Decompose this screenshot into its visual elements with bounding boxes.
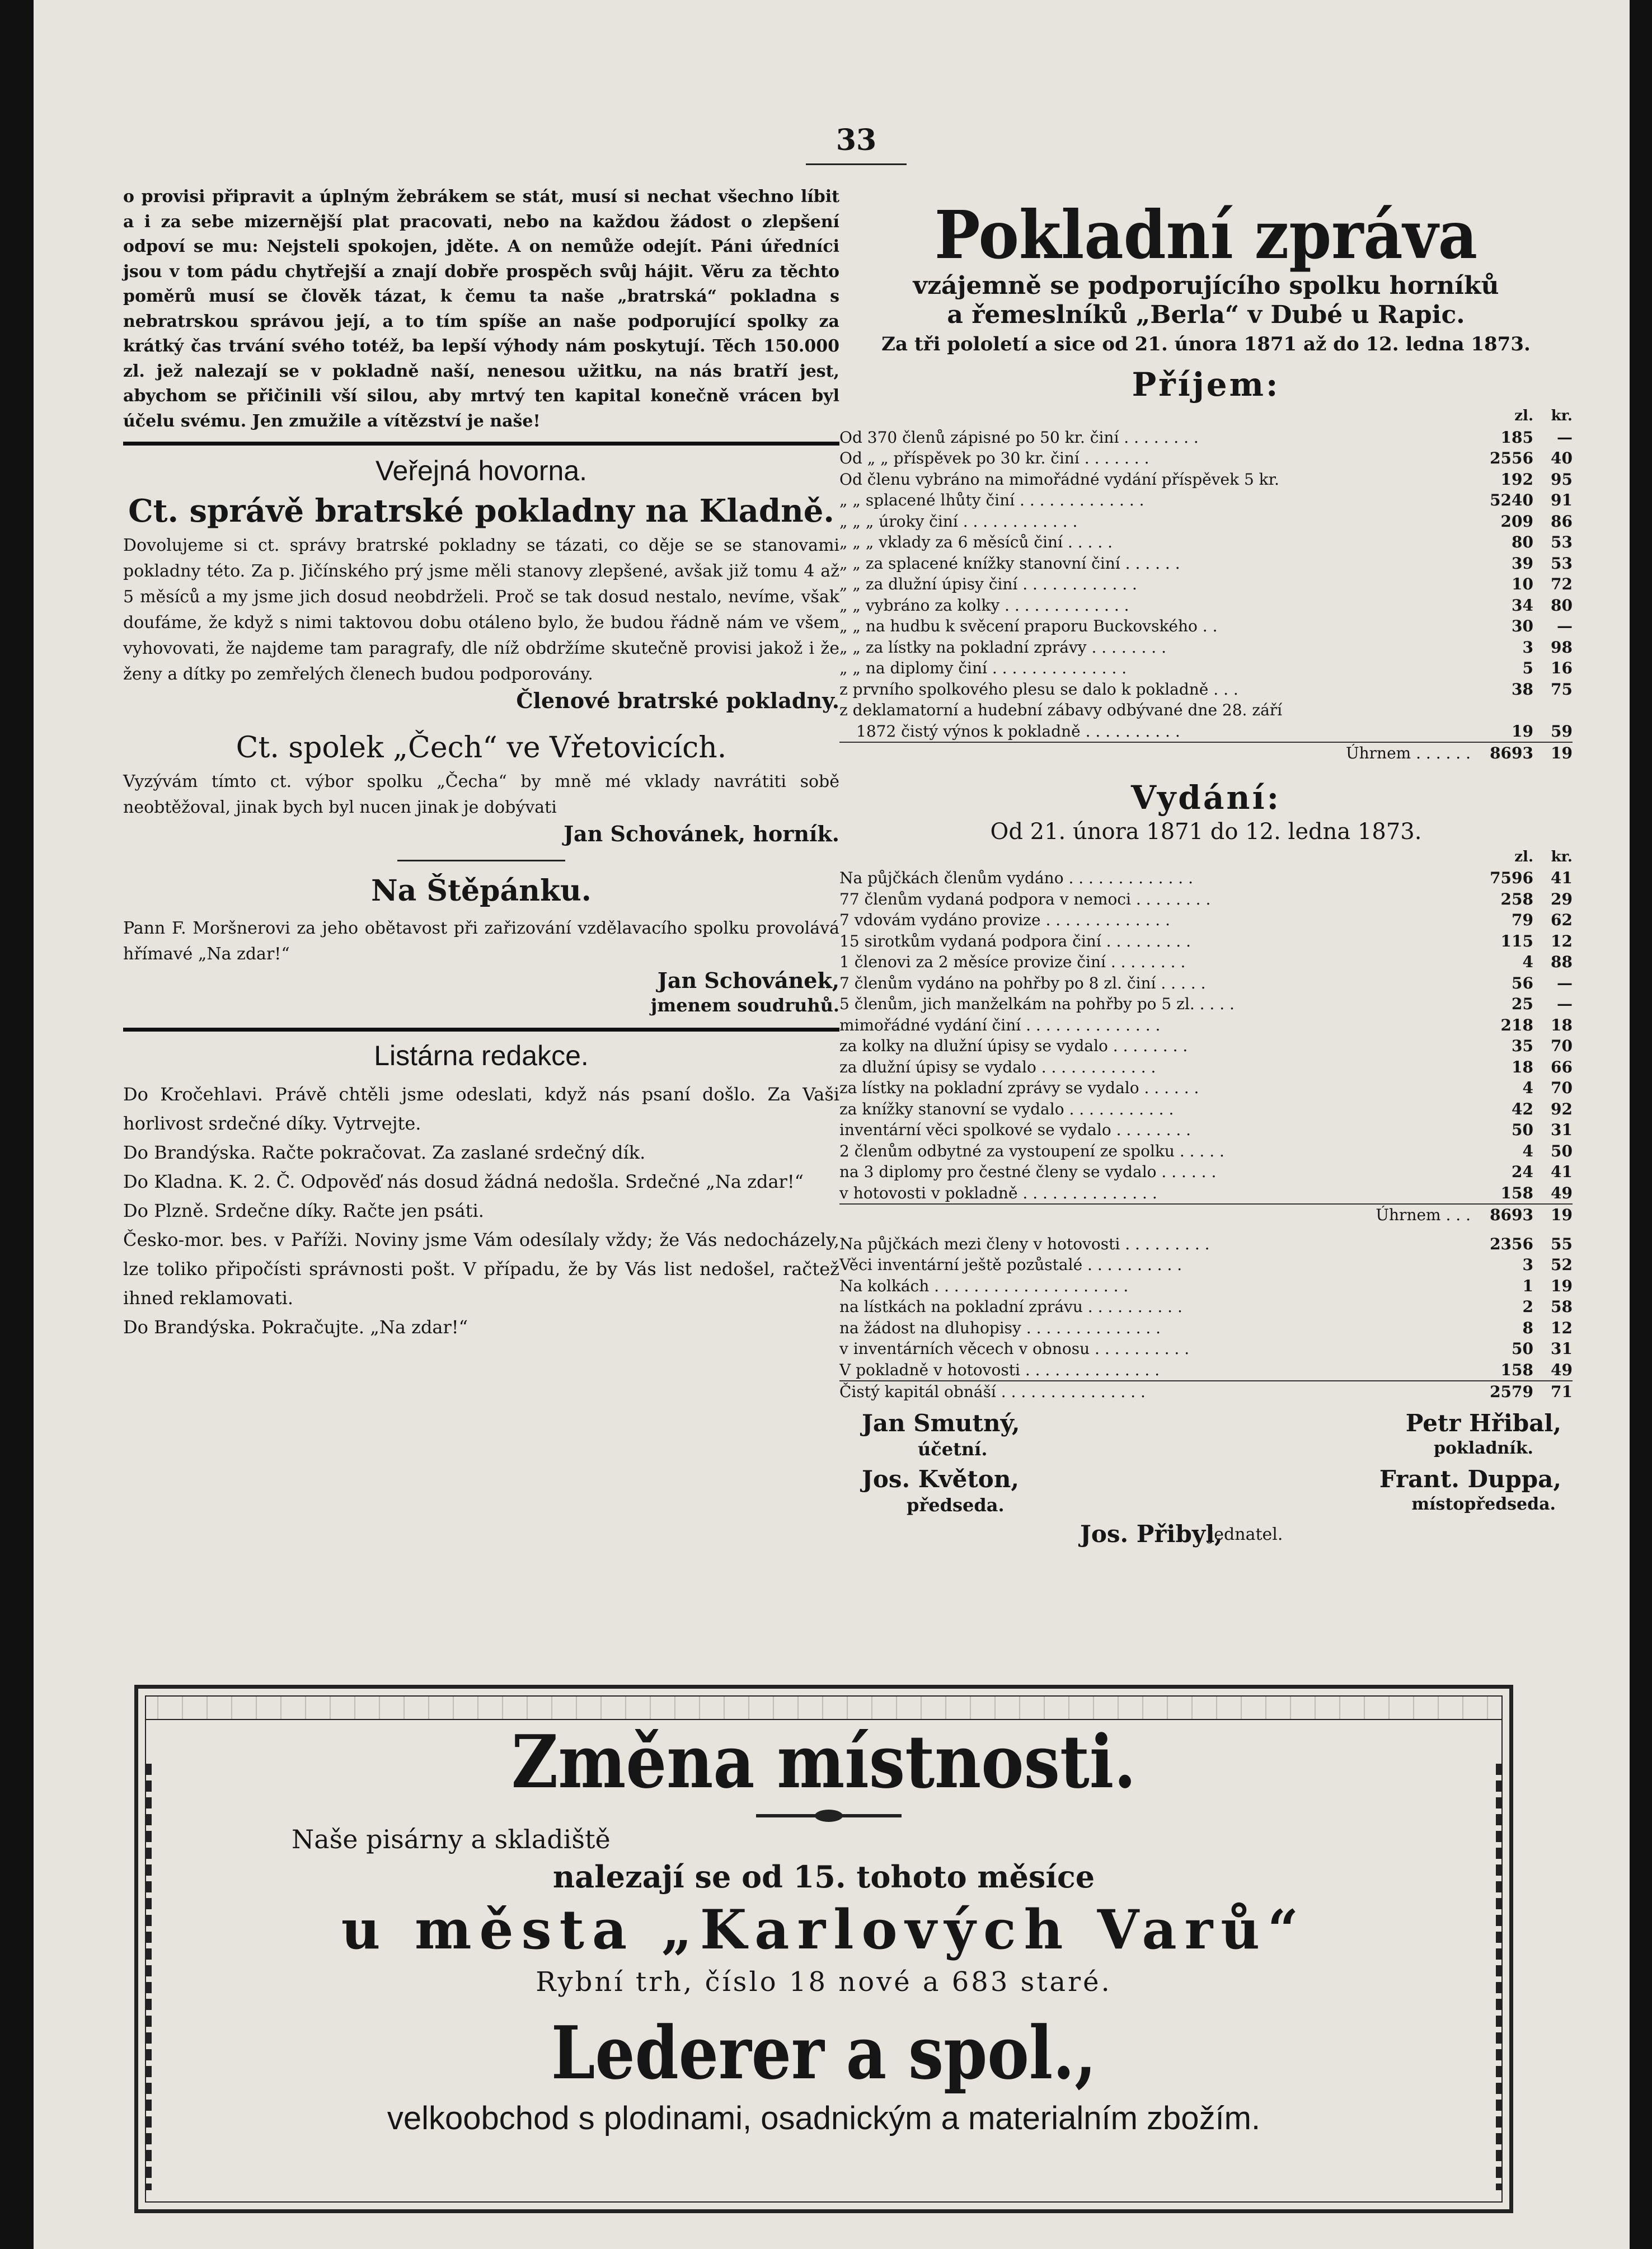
table-row: 15 sirotkům vydaná podpora činí . . . . . . . . . 115 12 [839, 931, 1573, 950]
table-row: „ „ za lístky na pokladní zprávy . . . . . . . . 3 98 [839, 638, 1573, 657]
scan-border-left [0, 0, 34, 2249]
signature-smutny: Jan Smutný, [862, 1409, 1020, 1437]
signature-pribyl-role: jednatel. [1209, 1524, 1283, 1544]
table-row: na lístkách na pokladní zprávu . . . . . . . . . . 2 58 [839, 1297, 1573, 1316]
stepanku-heading: Na Štěpánku. [371, 874, 592, 908]
short-divider [397, 860, 565, 861]
stepanku-signature-role: jmenem soudruhů. [650, 995, 839, 1016]
table-row: „ „ za dlužní úpisy činí . . . . . . . . . . . . 10 72 [839, 575, 1573, 593]
ornamental-border-top [146, 1697, 1501, 1720]
prijem-heading: Příjem: [1132, 366, 1280, 404]
table-row: na žádost na dluhopisy . . . . . . . . . . . . . . 8 12 [839, 1318, 1573, 1337]
capital-row: Čistý kapitál obnáší . . . . . . . . . . . . . . . 2579 71 [839, 1381, 1573, 1403]
table-row: „ „ vybráno za kolky . . . . . . . . . . . . . 34 80 [839, 596, 1573, 615]
pokladni-zprava-title: Pokladní zpráva [934, 196, 1478, 274]
ad-title: Změna místnosti. [511, 1719, 1137, 1805]
page-number: 33 [836, 123, 877, 157]
stepanku-signature: Jan Schovánek, [657, 968, 839, 993]
ornament-center [815, 1810, 843, 1822]
listarna-heading: Listárna redakce. [374, 1040, 589, 1071]
signature-kveton: Jos. Květon, [862, 1465, 1019, 1493]
table-row: inventární věci spolkové se vydalo . . . . . . . . 50 31 [839, 1121, 1573, 1139]
page-number-rule [806, 163, 907, 165]
col-header-zl: zl. [1514, 848, 1533, 865]
stepanku-paragraph: Pann F. Moršnerovi za jeho obětavost při zařizování vzdělavacího spolku provolává hřímavé „Na zdar!“ [123, 919, 839, 964]
signatures [839, 1409, 1573, 1555]
table-row: Na půjčkách mezi členy v hotovosti . . . . . . . . . 2356 55 [839, 1234, 1573, 1253]
ad-line-3: u města „Karlových Varů“ [341, 1898, 1307, 1961]
scan-border-right [1630, 0, 1652, 2249]
table-row: V pokladně v hotovosti . . . . . . . . . . . . . . 158 49 [839, 1360, 1573, 1379]
table-row: „ „ za splacené knížky stanovní činí . . . . . . 39 53 [839, 554, 1573, 573]
newspaper-page [34, 0, 1630, 2249]
vydani-table [839, 847, 1573, 1403]
signature-smutny-role: účetní. [918, 1438, 988, 1460]
vydani-heading: Vydání: [1130, 778, 1282, 817]
table-row: z deklamatorní a hudební zábavy odbývané dne 28. září [839, 701, 1283, 719]
table-row: za lístky na pokladní zprávy se vydalo . . . . . . 4 70 [839, 1079, 1573, 1097]
listarna-item: Do Plzně. Srdečne díky. Račte jen psáti. [123, 1200, 484, 1221]
table-row: Na kolkách . . . . . . . . . . . . . . . . . . . . 1 19 [839, 1276, 1573, 1295]
vydani-period: Od 21. února 1871 do 12. ledna 1873. [990, 818, 1422, 845]
col-header-kr: kr. [1551, 407, 1573, 424]
kladno-paragraph: Dovolujeme si ct. správy bratrské pokladny se tázati, co děje se se stanovami pokladny této. Za p. Jičínského prý jsme měli stanovy zlepšené, avšak již tomu 4 až 5 měsíců a my jsme jich dosud neobdrželi. Proč se tak dosud nestalo, nevíme, však doufáme, že když s nimi taktovou dobu otáleno bylo, že budou řádně nám ve všem vyhovovati, že najdeme tam paragrafy, dle níž obdržíme skutečně provisi jakož i že ženy a dítky po zemřelých členech budou podporovány. [123, 536, 839, 684]
intro-paragraph: o provisi připravit a úplným žebrákem se stát, musí si nechat všechno líbit a i za sebe mizernější plat pracovati, nebo na každou žádost o zlepšení odpoví se mu: Nejsteli spokojen, jděte. A on nemůže odejít. Páni úředníci jsou v tom pádu chytřejší a znají dobře prospěch svůj hájit. Věru za těchto poměrů musí se člověk tázat, k čemu ta naše „bratrská“ pokladna s nebratrskou správou její, a to tím spíše an naše podporující spolky za krátký čas trvání svého totéž, ba lepší výhody nám poskytují. Těch 150.000 zl. jež nalezají se v pokladně naší, nenesou užitku, na nás bratří jest, abychom se přičinili vší silou, aby mrtvý ten kapital konečně vrácen byl účelu svému. Jen zmužile a vítězství je naše! [123, 187, 839, 431]
table-row: v hotovosti v pokladně . . . . . . . . . . . . . . 158 49 [839, 1183, 1573, 1202]
ad-company-description: velkoobchod s plodinami, osadnickým a materialním zbožím. [387, 2100, 1261, 2136]
table-row: na 3 diplomy pro čestné členy se vydalo . . . . . . 24 41 [839, 1163, 1573, 1181]
left-column [123, 185, 839, 1342]
table-row: 5 členům, jich manželkám na pohřby po 5 zl. . . . . 25 — [839, 995, 1573, 1013]
signature-duppa-role: místopředseda. [1411, 1494, 1556, 1514]
ad-line-2: nalezají se od 15. tohoto měsíce [552, 1859, 1095, 1895]
listarna-item: Do Kročehlavi. Právě chtěli jsme odeslati, když nás psaní došlo. Za Vaši horlivost srdečné díky. Vytrvejte. [123, 1084, 839, 1134]
listarna-item: Do Kladna. K. 2. Č. Odpověď nás dosud žádná nedošla. Srdečné „Na zdar!“ [123, 1171, 804, 1192]
prijem-total-row: Úhrnem . . . . . . 8693 19 [839, 742, 1573, 764]
ad-line-1: Naše pisárny a skladiště [292, 1824, 611, 1854]
table-row: z prvního spolkového plesu se dalo k pokladně . . . 38 75 [839, 680, 1573, 699]
table-row: 77 členům vydaná podpora v nemoci . . . . . . . . 258 29 [839, 889, 1573, 908]
advertisement-inner-frame [145, 1695, 1503, 2203]
prijem-table [839, 406, 1573, 764]
pokladni-subtitle-1: vzájemně se podporujícího spolku horníků [913, 271, 1499, 300]
kladno-heading: Ct. správě bratrské pokladny na Kladně. [128, 493, 834, 530]
table-row: 1 členovi za 2 měsíce provize činí . . . . . . . . 4 88 [839, 953, 1573, 971]
table-row: 2 členům odbytné za vystoupení ze spolku . . . . . 4 50 [839, 1141, 1573, 1160]
cech-signature: Jan Schovánek, horník. [564, 821, 839, 846]
table-row: „ „ na diplomy činí . . . . . . . . . . . . . . 5 16 [839, 659, 1573, 677]
table-row: za knížky stanovní se vydalo . . . . . . . . . . . 42 92 [839, 1099, 1573, 1118]
table-row: za kolky na dlužní úpisy se vydalo . . . . . . . . 35 70 [839, 1037, 1573, 1055]
table-row: Od „ „ příspěvek po 30 kr. činí . . . . . . . 2556 40 [839, 449, 1573, 467]
signature-duppa: Frant. Duppa, [1379, 1465, 1561, 1493]
table-row: v inventárních věcech v obnosu . . . . . . . . . . 50 31 [839, 1339, 1573, 1358]
signature-hribal: Petr Hřibal, [1405, 1409, 1561, 1437]
table-row: „ „ „ vklady za 6 měsíců činí . . . . . 80 53 [839, 533, 1573, 551]
table-row: Od 370 členů zápisné po 50 kr. činí . . . . . . . . 185 — [839, 428, 1573, 447]
table-row: „ „ „ úroky činí . . . . . . . . . . . . 209 86 [839, 512, 1573, 531]
signature-hribal-role: pokladník. [1433, 1438, 1533, 1458]
right-column [839, 196, 1573, 1555]
listarna-item: Do Brandýska. Pokračujte. „Na zdar!“ [123, 1316, 468, 1338]
table-row: „ „ na hudbu k svěcení praporu Buckovského . . 30 — [839, 617, 1573, 635]
pokladni-period: Za tři pololetí a sice od 21. února 1871 až do 12. ledna 1873. [881, 333, 1531, 355]
table-row: za dlužní úpisy se vydalo . . . . . . . . . . . . 18 66 [839, 1057, 1573, 1076]
signature-pribyl: Jos. Přibyl, [1080, 1520, 1223, 1548]
signature-kveton-role: předseda. [907, 1494, 1005, 1516]
col-header-kr: kr. [1551, 848, 1573, 865]
table-row: 7 vdovám vydáno provize . . . . . . . . . . . . . 79 62 [839, 911, 1573, 929]
col-header-zl: zl. [1514, 407, 1533, 424]
table-row: 1872 čistý výnos k pokladně . . . . . . . . . . 19 59 [856, 721, 1573, 741]
vydani-total-row: Úhrnem . . . 8693 19 [839, 1204, 1573, 1226]
verejna-hovorna-heading: Veřejná hovorna. [375, 455, 588, 486]
table-row: 7 členům vydáno na pohřby po 8 zl. činí . . . . . 56 — [839, 973, 1573, 992]
table-row: Věci inventární ještě pozůstalé . . . . . . . . . . 3 52 [839, 1255, 1573, 1274]
table-row: Od členu vybráno na mimořádné vydání příspěvek 5 kr. 192 95 [839, 470, 1573, 489]
section-divider [123, 1028, 839, 1032]
ad-company-name: Lederer a spol., [551, 2010, 1097, 2096]
table-row: Na půjčkách členům vydáno . . . . . . . . . . . . . 7596 41 [839, 869, 1573, 887]
table-row: „ „ splacené lhůty činí . . . . . . . . . . . . . 5240 91 [839, 491, 1573, 509]
kladno-signature: Členové bratrské pokladny. [516, 688, 839, 713]
section-divider [123, 442, 839, 446]
cech-paragraph: Vyzývám tímto ct. výbor spolku „Čecha“ by mně mé vklady navrátiti sobě neobtěžoval, jinak bych byl nucen jinak je dobývati [123, 772, 839, 817]
ad-line-4: Rybní trh, číslo 18 nové a 683 staré. [536, 1966, 1112, 1998]
pokladni-subtitle-2: a řemeslníků „Berla“ v Dubé u Rapic. [947, 301, 1465, 329]
table-row: mimořádné vydání činí . . . . . . . . . . . . . . 218 18 [839, 1015, 1573, 1034]
listarna-item: Do Brandýska. Račte pokračovat. Za zaslané srdečný dík. [123, 1142, 646, 1163]
cech-heading: Ct. spolek „Čech“ ve Vřetovicích. [236, 731, 727, 765]
advertisement-box [134, 1685, 1513, 2213]
listarna-item: Česko-mor. bes. v Paříži. Noviny jsme Vám odesílaly vždy; že Vás nedocházely, lze toliko připočísti správnosti pošt. V případu, že by Vás list nedošel, račtež ihned reklamovati. [123, 1229, 839, 1309]
